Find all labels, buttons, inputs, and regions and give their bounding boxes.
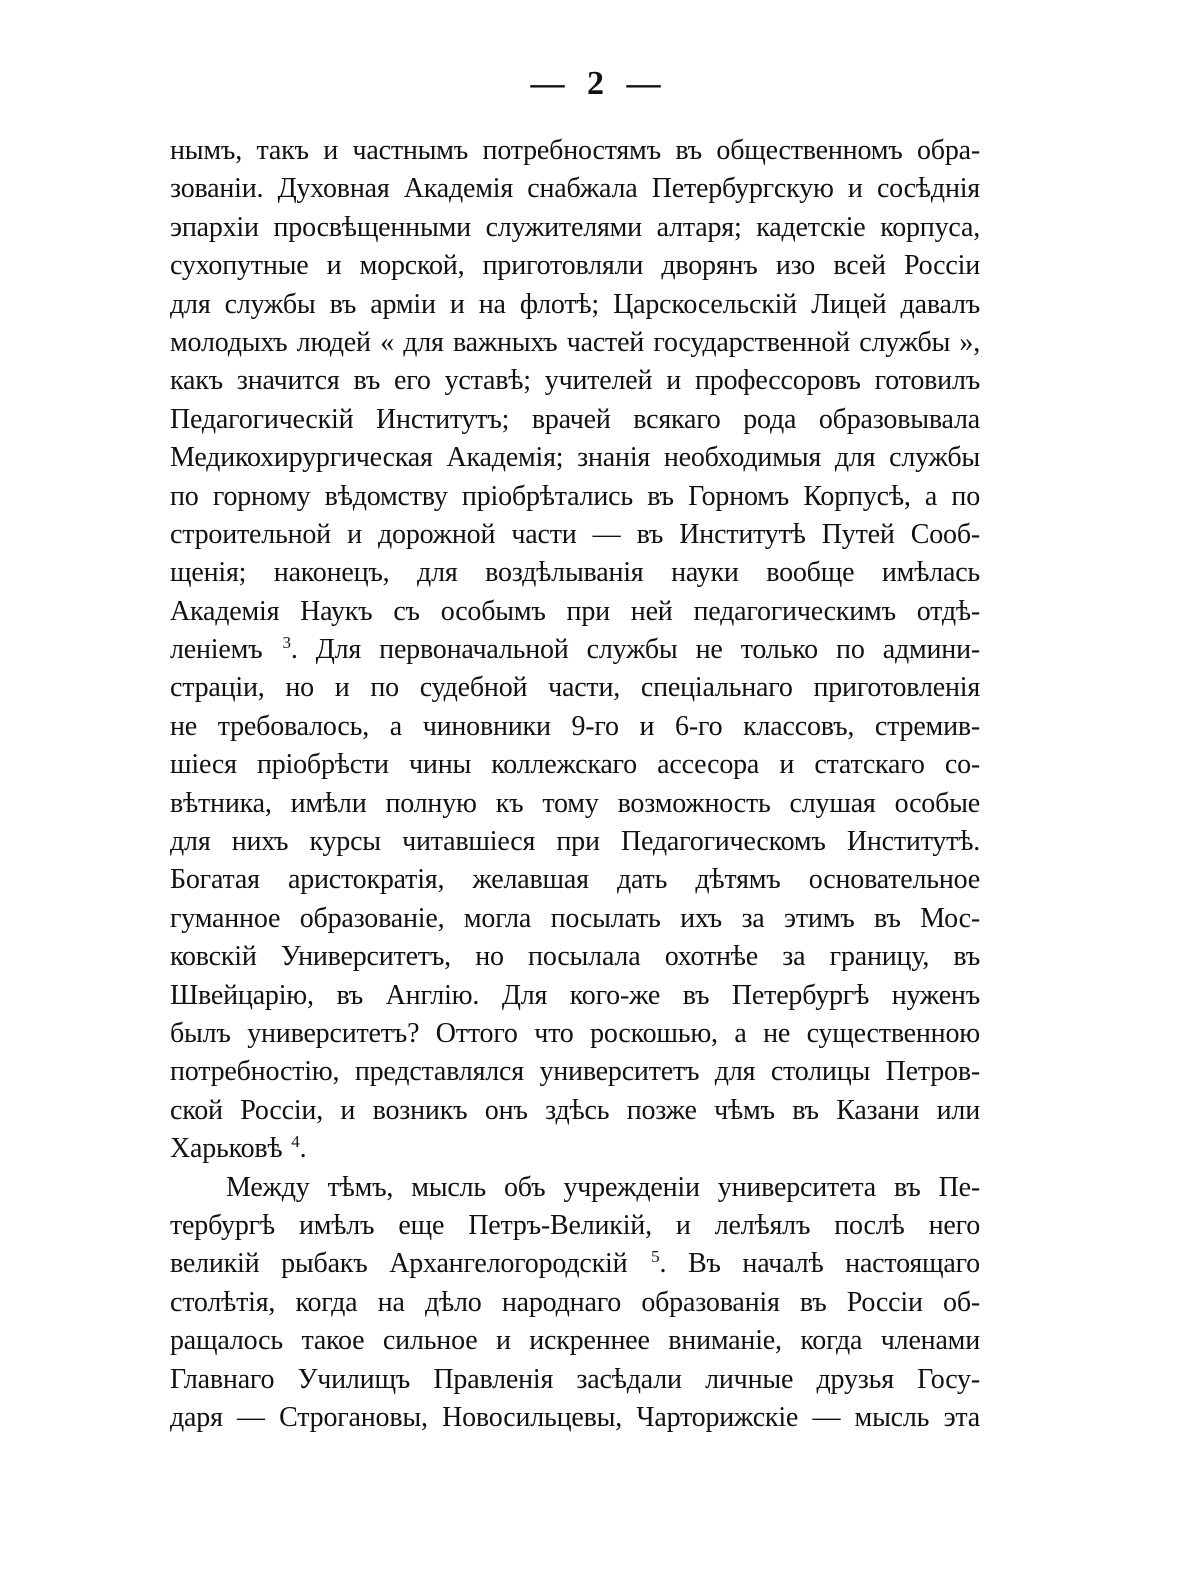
text-line: Медикохирургическая Академія; знанія необходимыя для службы [170,442,980,474]
text-line: зованіи. Духовная Академія снабжала Петербургскую и сосѣднія [170,173,980,205]
text-fragment: великій рыбакъ Архангелогородскій [170,1248,628,1280]
text-line: для нихъ курсы читавшіеся при Педагогическомъ Институтѣ. [170,826,980,858]
text-line: для службы въ арміи и на флотѣ; Царскосельскій Лицей давалъ [170,288,980,320]
footnote-ref-5: 5 [651,1247,660,1267]
text-fragment: . [299,1133,307,1165]
text-line: даря — Строгановы, Новосильцевы, Чарторижскіе — мысль эта [170,1401,980,1433]
text-line: тербургѣ имѣлъ еще Петръ-Великій, и лелѣялъ послѣ него [170,1209,980,1241]
text-line: вѣтника, имѣли полную къ тому возможность слушая особые [170,787,980,819]
text-line: Богатая аристократія, желавшая дать дѣтямъ основательное [170,864,980,896]
text-line: ковскій Университетъ, но посылала охотнѣе за границу, въ [170,941,980,973]
text-fragment: . Для первоначальной службы не только по админи- [290,634,980,666]
body-text [170,132,980,1437]
text-line: по горному вѣдомству пріобрѣтались въ Горномъ Корпусѣ, а по [170,480,980,512]
text-line: эпархіи просвѣщенными служителями алтаря; кадетскіе корпуса, [170,211,980,243]
text-line: столѣтія, когда на дѣло народнаго образованія въ Россіи об- [170,1286,980,1318]
text-line-with-footnote [170,1130,980,1168]
text-line: Главнаго Училищъ Правленія засѣдали личные друзья Госу- [170,1363,980,1395]
text-fragment: Харьковѣ [170,1133,283,1165]
text-line: Швейцарію, въ Англію. Для кого-же въ Петербургѣ нуженъ [170,979,980,1011]
text-line: былъ университетъ? Оттого что роскошью, а не существенною [170,1017,980,1049]
text-fragment: . Въ началѣ настоящаго [659,1248,980,1280]
text-line: какъ значится въ его уставѣ; учителей и профессоровъ готовилъ [170,365,980,397]
text-line: Академія Наукъ съ особымъ при ней педагогическимъ отдѣ- [170,595,980,627]
text-line-with-footnote [170,631,980,669]
text-fragment: леніемъ [170,634,263,666]
text-line-with-footnote [170,1245,980,1283]
page-number: — 2 — [530,65,661,102]
text-line: сухопутные и морской, приготовляли дворянъ изо всей Россіи [170,250,980,282]
footnote-ref-3: 3 [282,633,291,653]
text-line: молодыхъ людей « для важныхъ частей государственной службы », [170,326,980,358]
text-line: строительной и дорожной части — въ Институтѣ Путей Сооб- [170,518,980,550]
text-line: гуманное образованіе, могла посылать ихъ за этимъ въ Мос- [170,902,980,934]
text-line: потребностію, представлялся университетъ для столицы Петров- [170,1056,980,1088]
text-line: Между тѣмъ, мысль объ учрежденіи университета въ Пе- [226,1171,980,1203]
text-line: страціи, но и по судебной части, спеціальнаго приготовленія [170,672,980,704]
text-line: Педагогическій Институтъ; врачей всякаго рода образовывала [170,403,980,435]
text-line: нымъ, такъ и частнымъ потребностямъ въ общественномъ обра- [170,135,980,166]
text-line: не требовалось, а чиновники 9-го и 6-го классовъ, стремив- [170,710,980,742]
text-line: ращалось такое сильное и искреннее вниманіе, когда членами [170,1325,980,1357]
text-line: шіеся пріобрѣсти чины коллежскаго ассесора и статскаго со- [170,749,980,781]
text-line: ской Россіи, и возникъ онъ здѣсь позже чѣмъ въ Казани или [170,1094,980,1126]
footnote-ref-4: 4 [291,1132,300,1152]
text-line: щенія; наконецъ, для воздѣлыванія науки вообще имѣлась [170,557,980,589]
